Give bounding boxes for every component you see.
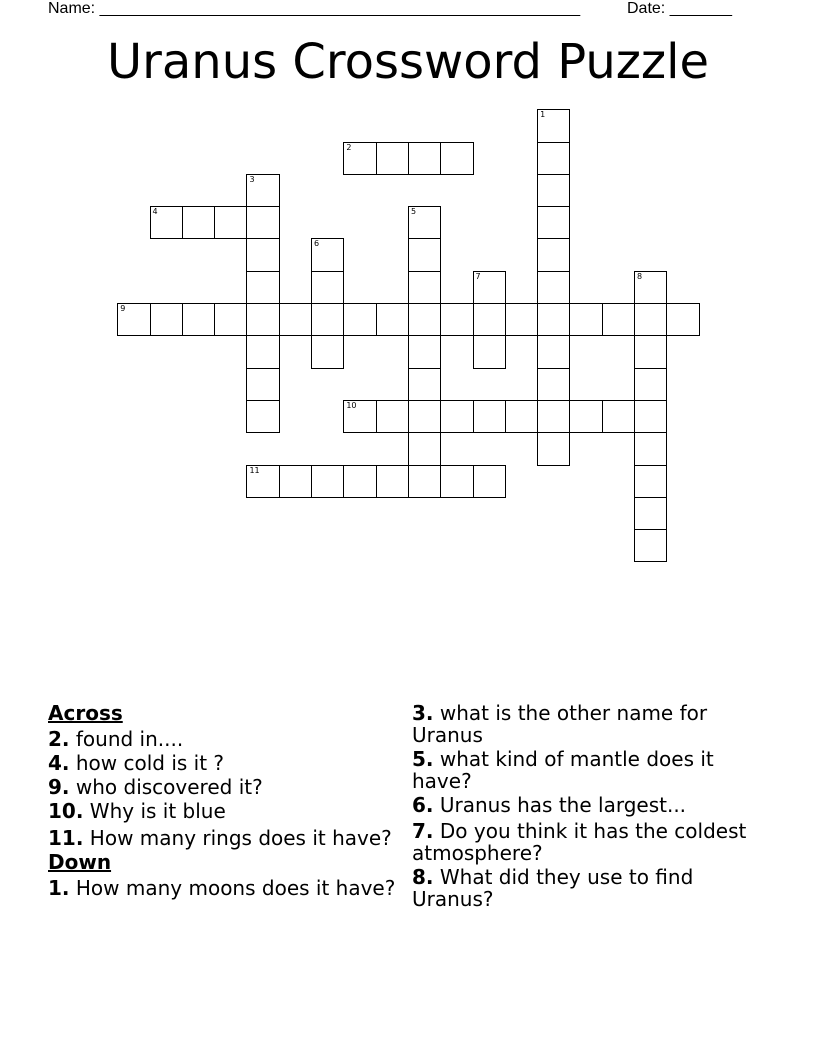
grid-cell[interactable] (634, 368, 667, 401)
across-clue-9: 9. who discovered it? (48, 775, 263, 799)
grid-cell[interactable] (408, 400, 441, 433)
grid-cell[interactable] (440, 303, 473, 336)
grid-cell[interactable] (473, 303, 506, 336)
grid-cell[interactable] (634, 335, 667, 368)
grid-cell[interactable] (376, 303, 409, 336)
clue-number-label: 10 (346, 400, 357, 410)
clues-right-column (412, 702, 762, 912)
grid-cell[interactable] (376, 142, 409, 175)
grid-cell[interactable] (602, 303, 635, 336)
down-clue-8: 8. What did they use to find Uranus? (412, 865, 694, 911)
grid-cell[interactable] (279, 465, 312, 498)
clue-number-label: 3 (249, 174, 255, 184)
grid-cell[interactable] (343, 465, 376, 498)
down-clue-6: 6. Uranus has the largest... (412, 793, 687, 817)
grid-cell[interactable] (634, 529, 667, 562)
clue-number-label: 11 (249, 465, 260, 475)
down-clue-1: 1. How many moons does it have? (48, 876, 396, 900)
grid-cell[interactable] (634, 465, 667, 498)
grid-cell[interactable] (246, 271, 279, 304)
grid-cell[interactable] (311, 238, 344, 271)
grid-cell[interactable] (408, 335, 441, 368)
grid-cell[interactable] (537, 142, 570, 175)
grid-cell[interactable] (408, 465, 441, 498)
grid-cell[interactable] (537, 109, 570, 142)
grid-cell[interactable] (473, 335, 506, 368)
grid-cell[interactable] (182, 206, 215, 239)
clues-left-column (48, 702, 404, 901)
down-clue-5: 5. what kind of mantle does it have? (412, 747, 714, 793)
grid-cell[interactable] (246, 400, 279, 433)
clue-number-label: 7 (475, 271, 481, 281)
grid-cell[interactable] (182, 303, 215, 336)
grid-cell[interactable] (279, 303, 312, 336)
page-title: Uranus Crossword Puzzle (107, 34, 709, 90)
grid-cell[interactable] (634, 271, 667, 304)
grid-cell[interactable] (376, 400, 409, 433)
name-field[interactable]: Name: ______________________________________________________ (48, 0, 581, 17)
grid-cell[interactable] (408, 142, 441, 175)
grid-cell[interactable] (246, 335, 279, 368)
grid-cell[interactable] (117, 303, 150, 336)
grid-cell[interactable] (569, 400, 602, 433)
date-field[interactable]: Date: _______ (627, 0, 732, 17)
grid-cell[interactable] (634, 303, 667, 336)
grid-cell[interactable] (473, 400, 506, 433)
grid-cell[interactable] (505, 303, 538, 336)
grid-cell[interactable] (537, 238, 570, 271)
grid-cell[interactable] (214, 303, 247, 336)
grid-cell[interactable] (569, 303, 602, 336)
grid-cell[interactable] (246, 303, 279, 336)
grid-cell[interactable] (343, 303, 376, 336)
grid-cell[interactable] (246, 465, 279, 498)
grid-cell[interactable] (408, 303, 441, 336)
grid-cell[interactable] (246, 174, 279, 207)
clue-number-label: 9 (120, 304, 126, 314)
grid-cell[interactable] (537, 368, 570, 401)
clue-number-label: 4 (152, 207, 158, 217)
across-clue-11: 11. How many rings does it have? (48, 826, 392, 850)
grid-cell[interactable] (408, 238, 441, 271)
grid-cell[interactable] (408, 206, 441, 239)
grid-cell[interactable] (246, 206, 279, 239)
grid-cell[interactable] (150, 206, 183, 239)
grid-cell[interactable] (376, 465, 409, 498)
grid-cell[interactable] (473, 271, 506, 304)
grid-cell[interactable] (246, 238, 279, 271)
clue-number-label: 2 (346, 142, 352, 152)
grid-cell[interactable] (440, 142, 473, 175)
grid-cell[interactable] (634, 497, 667, 530)
grid-cell[interactable] (440, 465, 473, 498)
grid-cell[interactable] (505, 400, 538, 433)
grid-cell[interactable] (537, 432, 570, 465)
across-heading: Across (48, 701, 123, 725)
across-clue-4: 4. how cold is it ? (48, 751, 225, 775)
clue-number-label: 8 (637, 271, 643, 281)
grid-cell[interactable] (343, 400, 376, 433)
across-clue-10: 10. Why is it blue (48, 799, 226, 823)
grid-cell[interactable] (634, 400, 667, 433)
grid-cell[interactable] (311, 271, 344, 304)
grid-cell[interactable] (150, 303, 183, 336)
down-clue-7: 7. Do you think it has the coldest atmosphere? (412, 819, 747, 865)
grid-cell[interactable] (537, 400, 570, 433)
grid-cell[interactable] (343, 142, 376, 175)
grid-cell[interactable] (602, 400, 635, 433)
across-clue-2: 2. found in.... (48, 727, 184, 751)
grid-cell[interactable] (666, 303, 699, 336)
grid-cell[interactable] (311, 465, 344, 498)
grid-cell[interactable] (408, 368, 441, 401)
down-heading: Down (48, 850, 112, 874)
grid-cell[interactable] (537, 206, 570, 239)
grid-cell[interactable] (634, 432, 667, 465)
grid-cell[interactable] (473, 465, 506, 498)
clue-number-label: 6 (314, 239, 320, 249)
grid-cell[interactable] (537, 174, 570, 207)
grid-cell[interactable] (408, 271, 441, 304)
grid-cell[interactable] (311, 303, 344, 336)
grid-cell[interactable] (408, 432, 441, 465)
grid-cell[interactable] (537, 335, 570, 368)
grid-cell[interactable] (537, 271, 570, 304)
grid-cell[interactable] (246, 368, 279, 401)
grid-cell[interactable] (537, 303, 570, 336)
grid-cell[interactable] (214, 206, 247, 239)
clue-number-label: 5 (410, 207, 417, 217)
down-clue-3: 3. what is the other name for Uranus (412, 701, 708, 747)
grid-cell[interactable] (311, 335, 344, 368)
grid-cell[interactable] (440, 400, 473, 433)
clue-number-label: 1 (540, 110, 546, 120)
